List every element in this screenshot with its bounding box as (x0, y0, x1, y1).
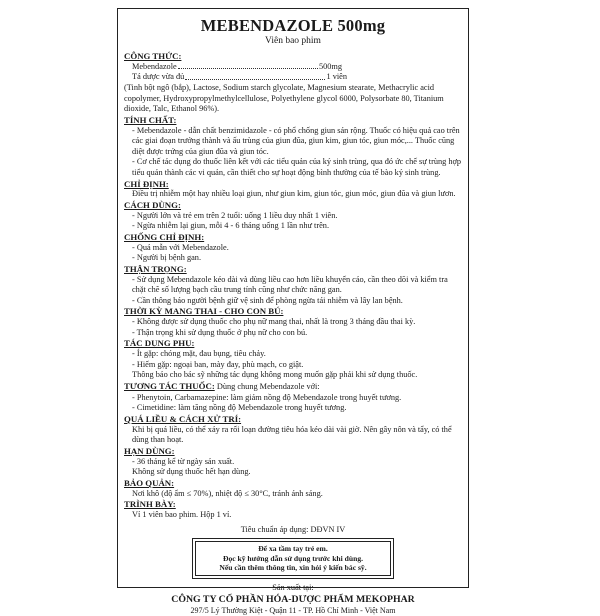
side-effects-line: - Ít gặp: chóng mặt, đau bụng, tiêu chảy. (132, 349, 266, 359)
properties-heading: TÍNH CHẤT: (124, 114, 177, 125)
expiry-heading: HẠN DÙNG: (124, 445, 175, 456)
side-effects-heading: TÁC DỤNG PHỤ: (124, 338, 195, 349)
section-side-effects (124, 338, 462, 381)
excipient-value: 1 viên (326, 72, 347, 82)
leaflet (117, 8, 469, 615)
warning-box (192, 538, 394, 579)
excipients-list: (Tinh bột ngô (bắp), Lactose, Sodium starch glycolate, Magnesium stearate, Methacrylic acid copolymer, Hydroxypropylmethylcellulose, Polyethylene glycol 6000, Polysorbate 80, Titanium dioxide, Talc, Ethanol 96%). (124, 82, 444, 114)
section-overdose (124, 414, 462, 446)
overdose-line: Khi bị quá liều, có thể xảy ra rối loạn đường tiêu hóa kéo dài vài giờ. Nên gây nôn và tẩy, có thể dùng than hoạt. (132, 424, 452, 445)
section-presentation (124, 499, 462, 520)
side-effects-line: - Hiếm gặp: ngoại ban, mày đay, phù mạch, co giật. (132, 359, 304, 369)
leader-dots (178, 62, 318, 70)
expiry-line: - 36 tháng kể từ ngày sản xuất. (132, 456, 235, 466)
pregnancy-heading: THỜI KỲ MANG THAI - CHO CON BÚ: (124, 306, 284, 317)
interactions-title-row (124, 381, 462, 393)
interactions-heading: TƯƠNG TÁC THUỐC: (124, 381, 215, 392)
pregnancy-line: - Thận trọng khi sử dụng thuốc ở phụ nữ cho con bú. (132, 327, 308, 337)
section-interactions (124, 381, 462, 414)
interactions-line: - Cimetidine: làm tăng nồng độ Mebendazole trong huyết tương. (132, 403, 347, 413)
active-ingredient-row (124, 62, 342, 73)
manufacturer-company: CÔNG TY CỔ PHẦN HÓA-DƯỢC PHẨM MEKOPHAR (171, 593, 415, 605)
contraindications-line: - Người bị bệnh gan. (132, 253, 202, 263)
section-precautions (124, 264, 462, 307)
active-ingredient-value: 500mg (318, 61, 342, 71)
properties-line: - Mebendazole - dẫn chất benzimidazole - có phổ chống giun sán rộng. Thuốc có hiệu quả cao trên các giai đoạn trưởng thành và ấu trùng của giun đũa, giun kim, giun tóc, giun móc,... Thuốc cũng diệt được trứng của giun đũa và giun tóc. (132, 125, 460, 156)
presentation-line: Vỉ 1 viên bao phim. Hộp 1 vỉ. (132, 509, 232, 519)
manufacturer-address: 297/5 Lý Thường Kiệt - Quận 11 - TP. Hồ Chí Minh - Việt Nam (190, 605, 396, 615)
section-indications (124, 179, 462, 200)
interactions-intro: Dùng chung Mebendazole với: (214, 382, 320, 392)
composition-heading: CÔNG THỨC: (124, 51, 182, 61)
storage-line: Nơi khô (độ ẩm ≤ 70%), nhiệt độ ≤ 30°C, tránh ánh sáng. (132, 488, 323, 498)
indications-line: Điều trị nhiễm một hay nhiều loại giun, như giun kim, giun tóc, giun móc, giun đũa và giun lươn. (132, 189, 456, 199)
leader-dots (185, 72, 325, 80)
storage-heading: BẢO QUẢN: (124, 477, 175, 488)
active-ingredient-label: Mebendazole (132, 61, 177, 71)
product-title: MEBENDAZOLE 500mg (200, 16, 386, 35)
warning-line: Để xa tầm tay trẻ em. (258, 544, 328, 554)
section-properties (124, 115, 462, 179)
properties-line: - Cơ chế tác dụng do thuốc liên kết với các tiểu quản của ký sinh trùng, qua đó ức chế sự trùng hợp tiểu quản thành các vi quản, cần thiết cho sự hoạt động bình thường của tế bào ký sinh trùng. (132, 157, 462, 177)
manufacturer-label: Sản xuất tại: (272, 582, 314, 592)
contraindications-line: - Quá mẫn với Mebendazole. (132, 242, 229, 252)
overdose-heading: QUÁ LIỀU & CÁCH XỬ TRÍ: (124, 413, 242, 424)
excipient-label: Tá dược vừa đủ (132, 72, 185, 82)
warning-line: Nếu cần thêm thông tin, xin hỏi ý kiến bác sỹ. (219, 563, 367, 573)
presentation-heading: TRÌNH BÀY: (124, 499, 176, 510)
pregnancy-line: - Không được sử dụng thuốc cho phụ nữ mang thai, nhất là trong 3 tháng đầu thai kỳ. (132, 317, 416, 327)
contraindications-heading: CHỐNG CHỈ ĐỊNH: (124, 231, 205, 242)
section-pregnancy (124, 306, 462, 338)
section-storage (124, 478, 462, 499)
interactions-line: - Phenytoin, Carbamazepine: làm giảm nồng độ Mebendazole trong huyết tương. (132, 392, 402, 402)
precautions-line: - Sử dụng Mebendazole kéo dài và dùng liều cao hơn liều khuyến cáo, cần theo dõi và kiểm tra chặt chẽ số lượng bạch cầu trung tính cũng như chức năng gan. (132, 274, 448, 295)
dosage-heading: CÁCH DÙNG: (124, 199, 181, 210)
product-subtitle: Viên bao phim (265, 36, 321, 46)
expiry-line: Không sử dụng thuốc hết hạn dùng. (132, 467, 251, 477)
dosage-line: - Người lớn và trẻ em trên 2 tuổi: uống 1 liều duy nhất 1 viên. (132, 210, 338, 220)
section-expiry (124, 446, 462, 478)
warning-box-inner (195, 541, 391, 576)
excipient-row (124, 72, 347, 83)
section-dosage (124, 200, 462, 232)
warning-line: Đọc kỹ hướng dẫn sử dụng trước khi dùng. (222, 553, 364, 563)
precautions-line: - Cần thông báo người bệnh giữ vệ sinh để phòng ngừa tái nhiễm và lây lan bệnh. (132, 295, 403, 305)
section-composition (124, 51, 462, 115)
dosage-line: - Ngừa nhiễm lại giun, mỗi 4 - 6 tháng uống 1 lần như trên. (132, 221, 330, 231)
side-effects-line: Thông báo cho bác sỹ những tác dụng không mong muốn gặp phải khi sử dụng thuốc. (132, 370, 418, 380)
precautions-heading: THẬN TRỌNG: (124, 263, 187, 274)
indications-heading: CHỈ ĐỊNH: (124, 178, 169, 189)
section-contraindications (124, 232, 462, 264)
applied-standard: Tiêu chuẩn áp dụng: DĐVN IV (240, 524, 346, 534)
